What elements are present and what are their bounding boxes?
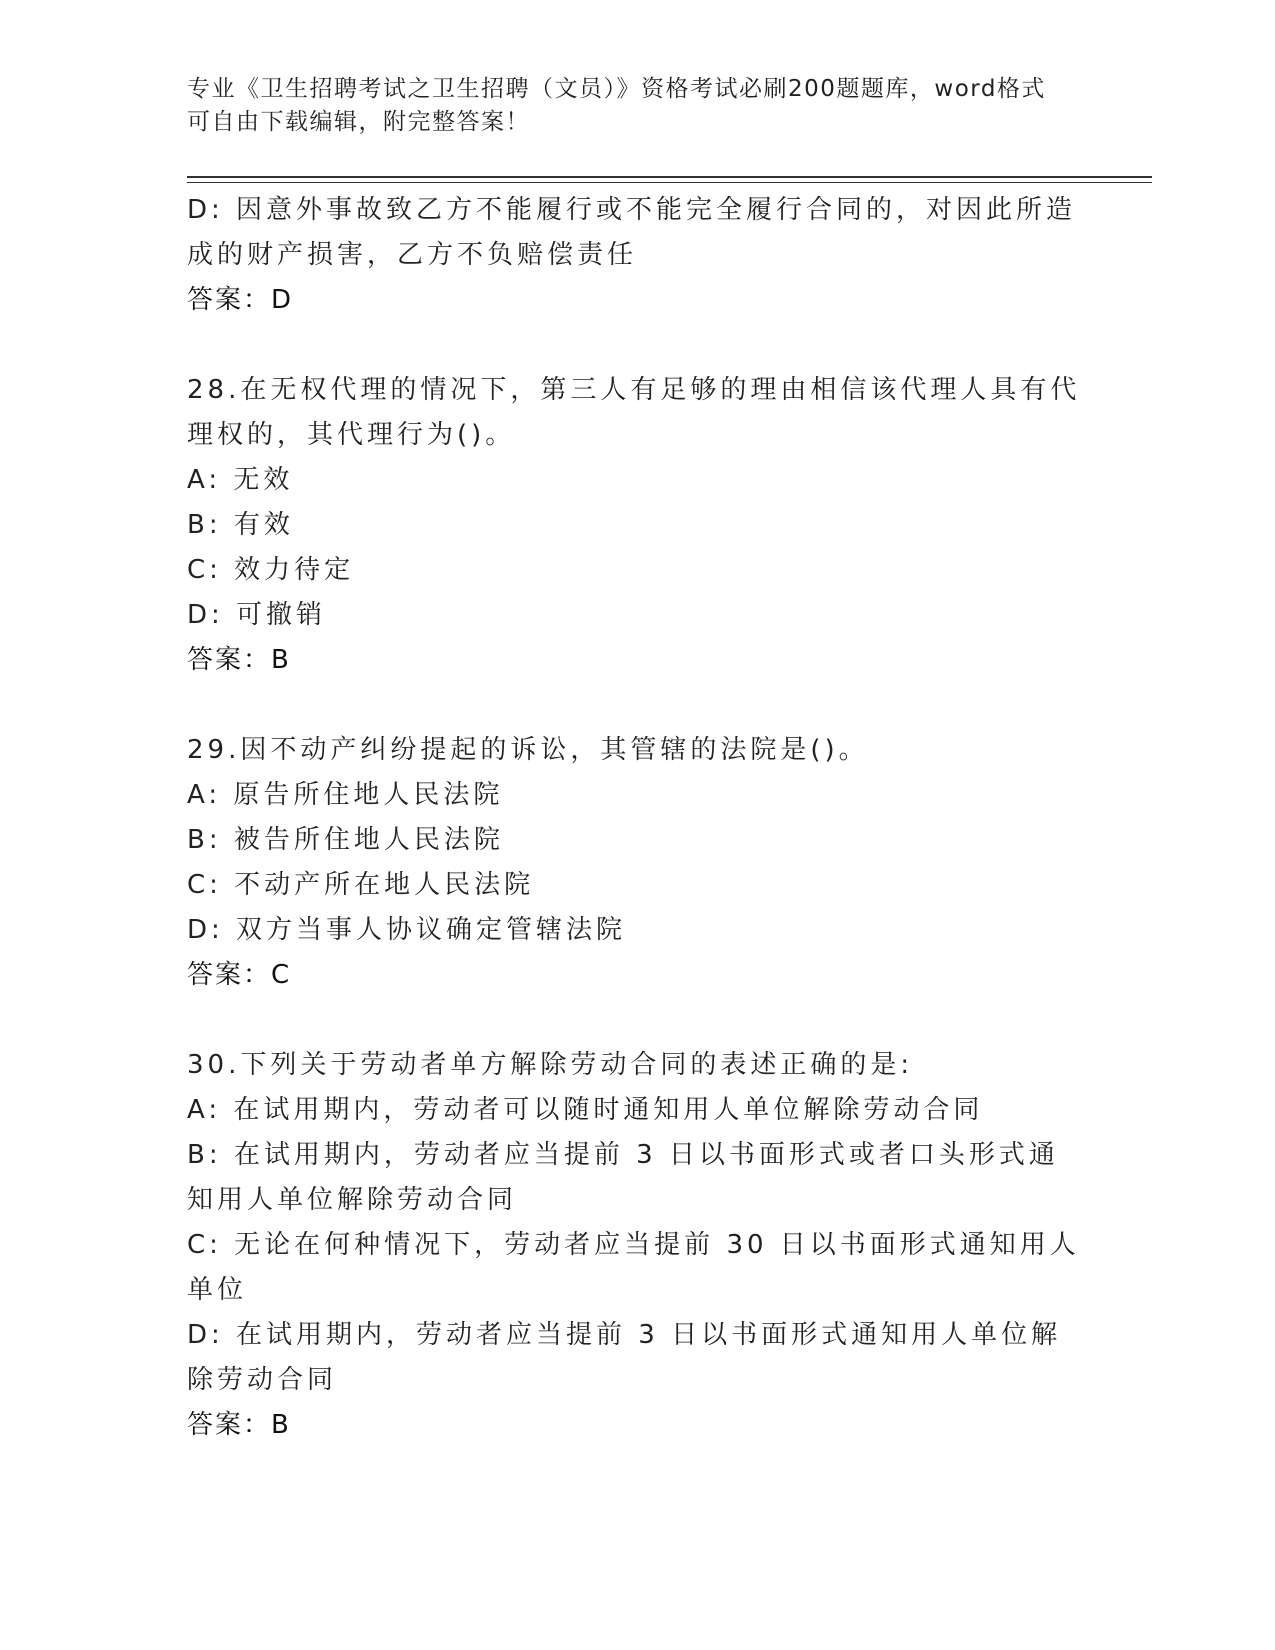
- header-divider-thin: [187, 182, 1152, 183]
- option-a: A: 在试用期内，劳动者可以随时通知用人单位解除劳动合同: [187, 1095, 984, 1125]
- previous-question-tail: [187, 188, 1087, 323]
- header-divider-thick: [187, 176, 1152, 178]
- header-line-2: 可自由下载编辑，附完整答案！: [187, 109, 530, 135]
- option-c: C: 无论在何种情况下，劳动者应当提前 30 日以书面形式通知用人单位: [187, 1230, 1080, 1305]
- question-28: [187, 368, 1087, 683]
- answer: 答案：B: [187, 645, 291, 675]
- question-30: [187, 1043, 1087, 1448]
- option-b: B: 有效: [187, 510, 294, 540]
- document-header: [187, 73, 1067, 139]
- option-d: D: 因意外事故致乙方不能履行或不能完全履行合同的，对因此所造成的财产损害，乙方不负赔偿责任: [187, 195, 1077, 270]
- option-c: C: 不动产所在地人民法院: [187, 870, 535, 900]
- question-29: [187, 728, 1087, 998]
- question-list: [187, 188, 1087, 1448]
- option-b: B: 在试用期内，劳动者应当提前 3 日以书面形式或者口头形式通知用人单位解除劳动合同: [187, 1140, 1059, 1215]
- question-stem: 29.因不动产纠纷提起的诉讼，其管辖的法院是()。: [187, 735, 869, 765]
- option-a: A: 无效: [187, 465, 294, 495]
- option-b: B: 被告所住地人民法院: [187, 825, 504, 855]
- option-c: C: 效力待定: [187, 555, 355, 585]
- answer: 答案：D: [187, 285, 294, 315]
- answer: 答案：C: [187, 960, 292, 990]
- question-stem: 28.在无权代理的情况下，第三人有足够的理由相信该代理人具有代理权的，其代理行为()。: [187, 375, 1081, 450]
- question-stem: 30.下列关于劳动者单方解除劳动合同的表述正确的是:: [187, 1050, 914, 1080]
- option-a: A: 原告所住地人民法院: [187, 780, 504, 810]
- header-line-1: 专业《卫生招聘考试之卫生招聘（文员）》资格考试必刷200题题库，word格式: [187, 76, 1046, 102]
- option-d: D: 在试用期内，劳动者应当提前 3 日以书面形式通知用人单位解除劳动合同: [187, 1320, 1062, 1395]
- answer: 答案：B: [187, 1410, 291, 1440]
- option-d: D: 可撤销: [187, 600, 327, 630]
- option-d: D: 双方当事人协议确定管辖法院: [187, 915, 627, 945]
